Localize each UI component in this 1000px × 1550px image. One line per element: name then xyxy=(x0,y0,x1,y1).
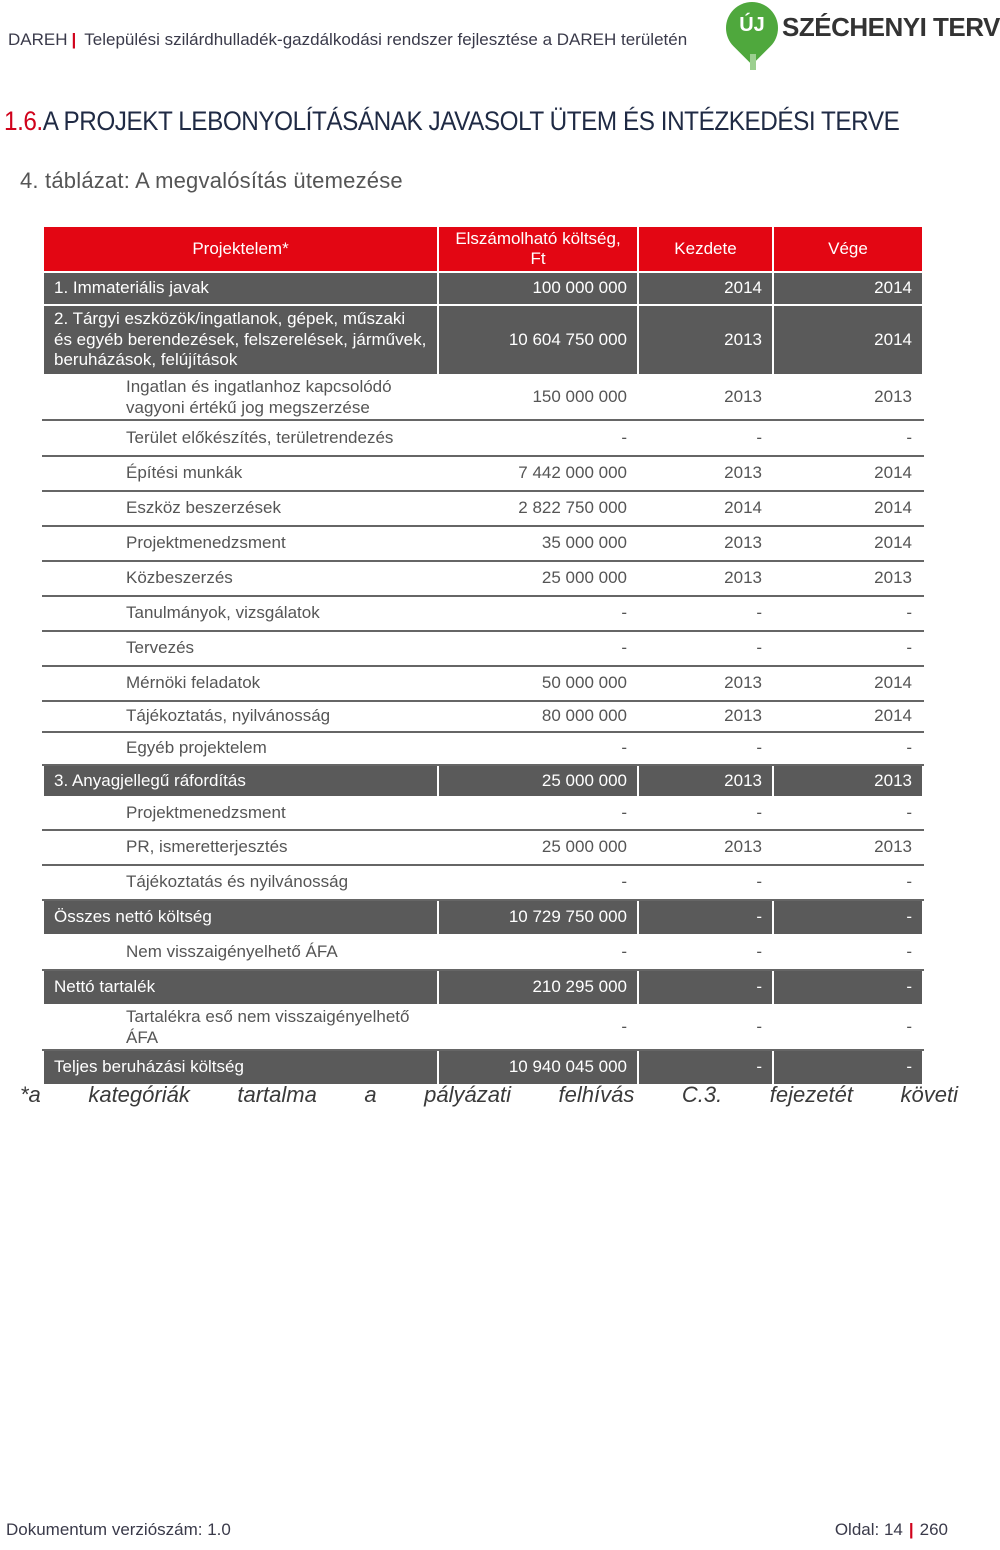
cell-cost: - xyxy=(438,732,638,765)
cell-cost: 10 940 045 000 xyxy=(438,1050,638,1085)
cell-cost: 25 000 000 xyxy=(438,765,638,797)
section-title xyxy=(4,106,899,137)
table-row xyxy=(43,701,923,732)
table-row xyxy=(43,305,923,375)
cell-end: 2014 xyxy=(773,701,923,732)
header-start: Kezdete xyxy=(638,226,773,272)
table-row xyxy=(43,456,923,491)
cell-end: - xyxy=(773,732,923,765)
table-row xyxy=(43,732,923,765)
page-label: Oldal: 14 xyxy=(834,1520,903,1539)
table-row xyxy=(43,631,923,666)
cell-start: - xyxy=(638,420,773,456)
cell-cost: 210 295 000 xyxy=(438,970,638,1005)
cell-start: 2014 xyxy=(638,272,773,305)
cell-start: - xyxy=(638,935,773,970)
logo-mark: ÚJ xyxy=(739,14,765,36)
table-row xyxy=(43,830,923,865)
page-header xyxy=(0,0,1000,80)
cell-projektelem: PR, ismeretterjesztés xyxy=(43,830,438,865)
table-row xyxy=(43,900,923,935)
header-text xyxy=(8,30,687,50)
cell-cost: 25 000 000 xyxy=(438,830,638,865)
szechenyi-terv-logo xyxy=(722,0,1000,76)
cell-start: 2013 xyxy=(638,830,773,865)
cell-start: 2013 xyxy=(638,375,773,420)
cell-cost: 2 822 750 000 xyxy=(438,491,638,526)
logo-text: SZÉCHENYI TERV xyxy=(782,12,1000,42)
cell-cost: 7 442 000 000 xyxy=(438,456,638,491)
cell-projektelem: Összes nettó költség xyxy=(43,900,438,935)
cell-start: - xyxy=(638,596,773,631)
header-end: Vége xyxy=(773,226,923,272)
cell-projektelem: Tartalékra eső nem visszaigényelhető ÁFA xyxy=(43,1005,438,1050)
cell-cost: - xyxy=(438,797,638,830)
cell-start: 2013 xyxy=(638,305,773,375)
cell-end: 2013 xyxy=(773,830,923,865)
footnote-word: tartalma xyxy=(237,1082,317,1107)
cell-start: - xyxy=(638,970,773,1005)
footnote-word: kategóriák xyxy=(88,1082,190,1107)
cell-end: 2014 xyxy=(773,456,923,491)
cell-projektelem: Eszköz beszerzések xyxy=(43,491,438,526)
cell-projektelem: Ingatlan és ingatlanhoz kapcsolódó vagyoni értékű jog megszerzése xyxy=(43,375,438,420)
cell-end: - xyxy=(773,631,923,666)
cell-projektelem: Mérnöki feladatok xyxy=(43,666,438,701)
table-row xyxy=(43,420,923,456)
table-row xyxy=(43,666,923,701)
cell-cost: - xyxy=(438,631,638,666)
footnote xyxy=(20,1082,958,1108)
total-pages: 260 xyxy=(919,1520,948,1539)
header-org: DAREH xyxy=(8,30,68,49)
cell-end: 2014 xyxy=(773,666,923,701)
cell-end: 2013 xyxy=(773,561,923,596)
schedule-table xyxy=(42,225,924,1086)
table-row xyxy=(43,765,923,797)
cell-start: - xyxy=(638,631,773,666)
cell-cost: 100 000 000 xyxy=(438,272,638,305)
cell-projektelem: Projektmenedzsment xyxy=(43,797,438,830)
cell-projektelem: Projektmenedzsment xyxy=(43,526,438,561)
cell-cost: - xyxy=(438,865,638,900)
cell-cost: 50 000 000 xyxy=(438,666,638,701)
footnote-word: felhívás xyxy=(558,1082,635,1107)
cell-cost: - xyxy=(438,1005,638,1050)
cell-projektelem: Tájékoztatás és nyilvánosság xyxy=(43,865,438,900)
table-row xyxy=(43,491,923,526)
footnote-word: *a xyxy=(20,1082,41,1107)
header-separator: | xyxy=(71,30,77,49)
cell-projektelem: Közbeszerzés xyxy=(43,561,438,596)
table-caption: 4. táblázat: A megvalósítás ütemezése xyxy=(20,168,403,193)
cell-cost: - xyxy=(438,596,638,631)
table-row xyxy=(43,797,923,830)
cell-start: - xyxy=(638,732,773,765)
header-projektelem: Projektelem* xyxy=(43,226,438,272)
table-row xyxy=(43,561,923,596)
cell-projektelem: Építési munkák xyxy=(43,456,438,491)
cell-start: 2013 xyxy=(638,456,773,491)
cell-end: 2014 xyxy=(773,272,923,305)
cell-end: 2014 xyxy=(773,491,923,526)
table-row xyxy=(43,596,923,631)
logo-pin-stem xyxy=(750,54,756,70)
cell-cost: 25 000 000 xyxy=(438,561,638,596)
cell-end: - xyxy=(773,935,923,970)
section-number: 1.6. xyxy=(4,106,43,136)
page-number xyxy=(835,1520,948,1540)
table-row xyxy=(43,375,923,420)
cell-projektelem: Teljes beruházási költség xyxy=(43,1050,438,1085)
cell-end: 2013 xyxy=(773,375,923,420)
cell-projektelem: Nem visszaigényelhető ÁFA xyxy=(43,935,438,970)
cell-end: 2013 xyxy=(773,765,923,797)
cell-projektelem: Tanulmányok, vizsgálatok xyxy=(43,596,438,631)
cell-cost: 35 000 000 xyxy=(438,526,638,561)
cell-end: - xyxy=(773,797,923,830)
cell-projektelem: 1. Immateriális javak xyxy=(43,272,438,305)
cell-cost: - xyxy=(438,935,638,970)
cell-cost: 10 604 750 000 xyxy=(438,305,638,375)
table-header-row xyxy=(43,226,923,272)
cell-projektelem: 2. Tárgyi eszközök/ingatlanok, gépek, műszaki és egyéb berendezések, felszerelések, járművek, beruházások, felújítások xyxy=(43,305,438,375)
cell-projektelem: Tájékoztatás, nyilvánosság xyxy=(43,701,438,732)
table-row xyxy=(43,526,923,561)
cell-end: - xyxy=(773,900,923,935)
cell-start: - xyxy=(638,865,773,900)
header-cost: Elszámolható költség, Ft xyxy=(438,226,638,272)
cell-end: - xyxy=(773,970,923,1005)
cell-projektelem: Tervezés xyxy=(43,631,438,666)
table-row xyxy=(43,865,923,900)
cell-end: 2014 xyxy=(773,526,923,561)
cell-projektelem: Terület előkészítés, területrendezés xyxy=(43,420,438,456)
cell-end: - xyxy=(773,1005,923,1050)
document-version: Dokumentum verziószám: 1.0 xyxy=(6,1520,231,1539)
cell-cost: 80 000 000 xyxy=(438,701,638,732)
cell-start: - xyxy=(638,1050,773,1085)
section-title-text: A PROJEKT LEBONYOLÍTÁSÁNAK JAVASOLT ÜTEM ÉS INTÉZKEDÉSI TERVE xyxy=(42,106,900,136)
cell-end: - xyxy=(773,420,923,456)
footnote-word: pályázati xyxy=(424,1082,512,1107)
cell-end: 2014 xyxy=(773,305,923,375)
cell-projektelem: Egyéb projektelem xyxy=(43,732,438,765)
cell-cost: - xyxy=(438,420,638,456)
cell-start: 2013 xyxy=(638,526,773,561)
cell-cost: 10 729 750 000 xyxy=(438,900,638,935)
cell-end: - xyxy=(773,865,923,900)
cell-end: - xyxy=(773,1050,923,1085)
cell-start: 2013 xyxy=(638,765,773,797)
cell-start: 2013 xyxy=(638,701,773,732)
cell-start: - xyxy=(638,1005,773,1050)
cell-projektelem: Nettó tartalék xyxy=(43,970,438,1005)
table-row xyxy=(43,970,923,1005)
footnote-word: követi xyxy=(900,1082,958,1107)
footnote-word: C.3. xyxy=(681,1082,723,1107)
footnote-word: fejezetét xyxy=(769,1082,853,1107)
cell-projektelem: 3. Anyagjellegű ráfordítás xyxy=(43,765,438,797)
cell-start: - xyxy=(638,900,773,935)
cell-start: - xyxy=(638,797,773,830)
cell-end: - xyxy=(773,596,923,631)
table-row xyxy=(43,935,923,970)
table-row xyxy=(43,1005,923,1050)
footer-separator: | xyxy=(908,1520,914,1539)
footnote-word: a xyxy=(364,1082,377,1107)
cell-start: 2013 xyxy=(638,666,773,701)
cell-start: 2013 xyxy=(638,561,773,596)
cell-start: 2014 xyxy=(638,491,773,526)
cell-cost: 150 000 000 xyxy=(438,375,638,420)
table-row xyxy=(43,272,923,305)
table-row xyxy=(43,1050,923,1085)
header-project-title: Települési szilárdhulladék-gazdálkodási rendszer fejlesztése a DAREH területén xyxy=(84,30,688,49)
